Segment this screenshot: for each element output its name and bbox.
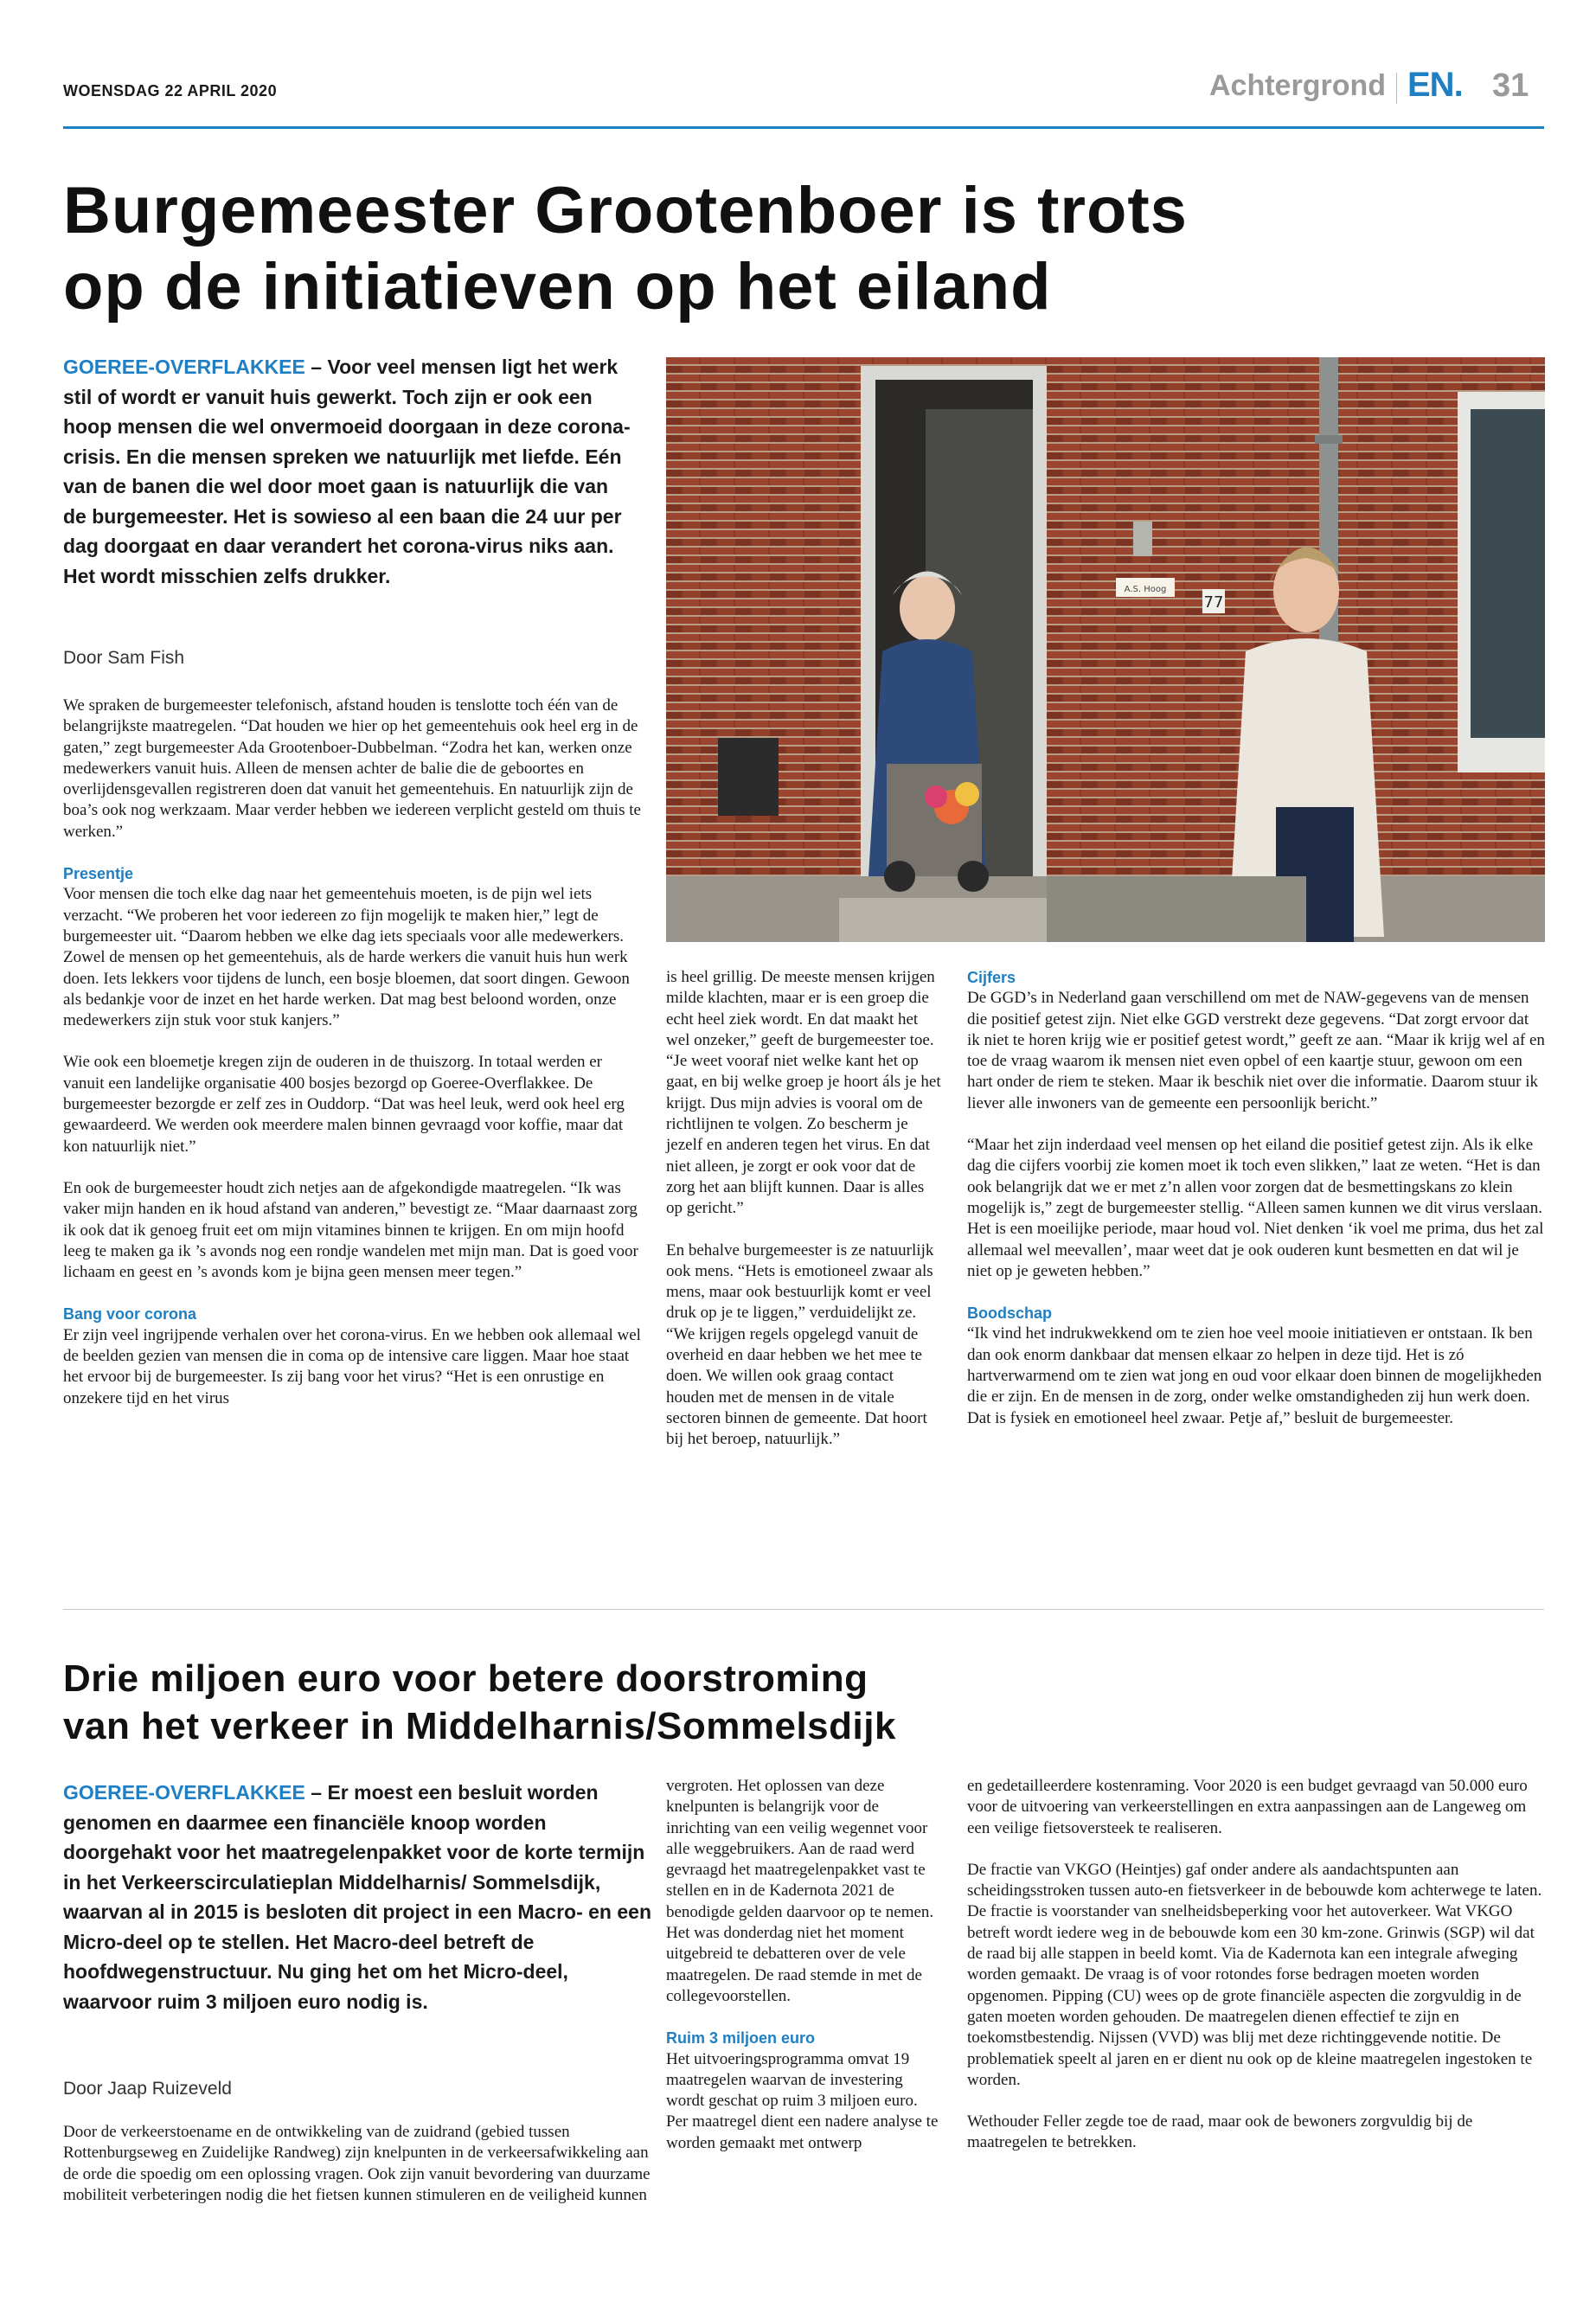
header-rule: [63, 126, 1544, 129]
door-number: 77: [1203, 593, 1224, 612]
paragraph: Het uitvoeringsprogramma omvat 19 maatregelen waarvan de investering wordt geschat op ruim 3 miljoen euro. Per maatregel dient een nadere analyse te worden gemaakt met ontwerp: [666, 2049, 939, 2152]
article1-headline-line2: op de initiatieven op het eiland: [63, 250, 1052, 324]
article1-headline-line1: Burgemeester Grootenboer is trots: [63, 174, 1188, 247]
article1-column-3: [967, 967, 1545, 1450]
paragraph: De GGD’s in Nederland gaan verschillend om met de NAW-gegevens van de mensen die positief getest zijn. Niet elke GGD verstrekt deze gegevens. “Dat zorgt ervoor dat ik niet te horen krijg wie er positief getest wordt,” geeft ze aan. “Maar ik krijg wel af en toe de vraag waarom ik mensen niet even opbel of een kaartje stuur, gewoon om een hart onder de riem te steken. Maar ik beschik niet over die informatie. Daarom stuur ik liever alle inwoners van de gemeente een persoonlijk bericht.”: [967, 989, 1545, 1112]
paragraph: “Maar het zijn inderdaad veel mensen op het eiland die positief getest zijn. Als ik elke dag die cijfers voorbij zie komen moet ik toch even slikken,” laat ze weten. “Het is dan ook belangrijk dat we er met z’n allen voor zorgen dat de besmettingskans zo klein mogelijk is,” zegt de burgemeester stellig. “Alleen samen kunnen we dit virus verslaan. Het is een moeilijke periode, maar houd vol. Niet denken ‘ik voel me prima, dus het zal allemaal wel meevallen’, maar weet dat je ook ouderen kunt besmetten en dat wil je niet op je geweten hebben.”: [967, 1136, 1544, 1280]
article2-headline-line1: Drie miljoen euro voor betere doorstroming: [63, 1657, 869, 1700]
article1-column-1: [63, 695, 641, 1430]
article1-kicker: GOEREE-OVERFLAKKEE: [63, 356, 305, 378]
article2-headline: [63, 1655, 1015, 1750]
paragraph: Voor mensen die toch elke dag naar het gemeentehuis moeten, is de pijn wel iets verzacht. “We proberen het voor iedereen zo fijn mogelijk te maken hier,” legt de burgemeester uit. “Daarom hebben we elke dag iets speciaals voor alle medewerkers. Zowel de mensen op het gemeentehuis, als de harde werkers die vanuit huis hun werk doen. Iets lekkers voor tijdens de lunch, een bosje bloemen, dat soort dingen. Gewoon als bedankje voor de inzet en het harde werken. Dat mag best beloond worden, onze medewerkers zijn stuk voor stuk kanjers.”: [63, 885, 630, 1030]
article1-lead: [63, 352, 634, 591]
subheading-cijfers: Cijfers: [967, 969, 1016, 986]
paragraph: We spraken de burgemeester telefonisch, afstand houden is tenslotte toch één van de belangrijkste maatregelen. “Dat houden we hier op het gemeentehuis ook heel erg in de gaten,” zegt burgemeester Ada Grootenboer-Dubbelman. “Zodra het kan, werken onze medewerkers vanuit huis. Alleen de mensen achter de balie die de geboortes en overlijdensgevallen registreren doen dat vanuit het gemeentehuis. En natuurlijk zijn de boa’s ook nog werkzaam. Maar verder hebben we iedereen verplicht gesteld om thuis te werken.”: [63, 696, 641, 841]
subheading-bang-voor-corona: Bang voor corona: [63, 1305, 197, 1324]
publication-logo: EN.: [1407, 66, 1463, 104]
paragraph: Wie ook een bloemetje kregen zijn de ouderen in de thuiszorg. In totaal werden er vanuit een landelijke organisatie 400 bosjes bezorgd op Goeree-Overflakkee. De burgemeester bezorgde er zelf zes in Ouddorp. “Dat was heel leuk, werd ook heel erg gewaardeerd. We werden ook meerdere malen binnen gevraagd voor koffie, maar dat kon natuurlijk niet.”: [63, 1053, 625, 1156]
article2-byline: Door Jaap Ruizeveld: [63, 2079, 232, 2099]
article1-headline: [63, 173, 1361, 325]
article1-byline: Door Sam Fish: [63, 648, 185, 668]
paragraph: Wethouder Feller zegde toe de raad, maar ook de bewoners zorgvuldig bij de maatregelen te betrekken.: [967, 2112, 1473, 2152]
page-number: 31: [1492, 67, 1529, 104]
paragraph: En behalve burgemeester is ze natuurlijk ook mens. “Hets is emotioneel zwaar als mens, maar ook bestuurlijk komt er veel druk op je te liggen,” verduidelijkt ze. “We krijgen regels opgelegd vanuit de overheid en daar hebben we het mee te doen. We willen ook graag contact houden met de mensen in de vitale sectoren binnen de gemeente. Dat hoort bij het beroep, natuurlijk.”: [666, 1240, 934, 1449]
article2-column-2: [666, 1776, 943, 2175]
paragraph: De fractie van VKGO (Heintjes) gaf onder andere als aandachtspunten aan scheidingsstroken tussen auto-en fietsverkeer in de bebouwde kom achterwege te laten. De fractie is voorstander van snelheidsbeperking voor het autoverkeer. Wat VKGO betreft wordt iedere weg in de bebouwde kom een 30 km-zone. Grinwis (SGP) wil dat de raad bij alle stappen in beeld komt. Via de Kadernota kan een integrale afweging worden gemaakt. De vraag is of voor rotondes forse bedragen moeten worden opgenomen. Pipping (CU) wees op de grote financiële aspecten die zorgvuldig in de gaten moeten worden gehouden. De maatregelen dienen effectief te zijn en toekomstbestendig. Nijssen (VVD) was blij met deze richtinggevende notitie. De problematiek speelt al jaren en er dient nu ook op de kleine maatregelen ingestoken te worden.: [967, 1860, 1542, 2089]
header-separator: [1396, 73, 1397, 104]
paragraph: Er zijn veel ingrijpende verhalen over het corona-virus. En we hebben ook allemaal wel de beelden gezien van mensen die in coma op de intensive care liggen. Maar hoe staat het ervoor bij de burgemeester. Is zij bang voor het virus? “Het is een onrustige en onzekere tijd en het virus: [63, 1325, 641, 1407]
paragraph: “Ik vind het indrukwekkend om te zien hoe veel mooie initiatieven er ontstaan. Ik ben dan ook enorm dankbaar dat mensen elkaar zo helpen in deze tijd. Het is zó hartverwarmend om te zien wat jong en oud voor elkaar doen binnen de mogelijkheden die er zijn. En de mensen in de zorg, onder welke omstandigheden zij hun werk doen. Dat is fysiek en emotioneel heel zwaar. Petje af,” besluit de burgemeester.: [967, 1324, 1542, 1427]
article2-lead: [63, 1778, 651, 2016]
subheading-presentje: Presentje: [63, 865, 134, 883]
article1-lead-text: – Voor veel mensen ligt het werk stil of wordt er vanuit huis gewerkt. Toch zijn er ook een hoop mensen die wel onvermoeid doorgaan in deze corona-crisis. En die mensen spreken we natuurlijk met liefde. Eén van de banen die wel door moet gaan is natuurlijk die van de burgemeester. Het is sowieso al een baan die 24 uur per dag doorgaat en daar verandert het corona-virus niks aan. Het wordt misschien zelfs drukker.: [63, 356, 631, 587]
article2-column-3: [967, 1776, 1545, 2175]
paragraph: vergroten. Het oplossen van deze knelpunten is belangrijk voor de inrichting van een veilig wegennet voor alle weggebruikers. Aan de raad werd gevraagd het maatregelenpakket vast te stellen en in de Kadernota 2021 de benodigde gelden daarvoor op te nemen. Het was donderdag niet het moment uitgebreid te debatteren over de vele maatregelen. De raad stemde in met de collegevoorstellen.: [666, 1777, 934, 2005]
paragraph: Door de verkeerstoename en de ontwikkeling van de zuidrand (gebied tussen Rottenburgseweg en Zuidelijke Randweg) zijn knelpunten in de verkeersafwikkeling aan de orde die spoedig om een oplossing vragen. Ook zijn vanuit bevordering van duurzame mobiliteit verbeteringen nodig die het fietsen kunnen stimuleren en de veiligheid kunnen: [63, 2123, 651, 2204]
issue-date: WOENSDAG 22 APRIL 2020: [63, 82, 278, 99]
name-plate: A.S. Hoog: [1124, 585, 1167, 594]
section-label: Achtergrond: [1209, 69, 1386, 102]
article2-lead-text: – Er moest een besluit worden genomen en daarmee een financiële knoop worden doorgehakt voor het maatregelenpakket voor de korte termijn in het Verkeerscirculatieplan Middelharnis/ Sommelsdijk, waarvan al in 2015 is besloten dit project in een Macro- en een Micro-deel op te stellen. Het Macro-deel betreft de hoofdwegenstructuur. Nu ging het om het Micro-deel, waarvoor ruim 3 miljoen euro nodig is.: [63, 1781, 652, 2013]
subheading-ruim-3-miljoen-euro: Ruim 3 miljoen euro: [666, 2029, 816, 2048]
paragraph: en gedetailleerdere kostenraming. Voor 2020 is een budget gevraagd van 50.000 euro voor de uitvoering van verkeerstellingen en extra aanpassingen aan de Langeweg om een veilige fietsoversteek te realiseren.: [967, 1777, 1528, 1837]
article2-column-1: [63, 2122, 651, 2227]
article1-column-2: [666, 967, 943, 1471]
paragraph: En ook de burgemeester houdt zich netjes aan de afgekondigde maatregelen. “Ik was vaker mijn handen en ik houd afstand van anderen,” bevestigt ze. “Maar daarnaast zorg ik ook dat ik genoeg fruit eet om mijn vitamines binnen te krijgen. En om mijn hoofd leeg te maken ga ik ’s avonds nog een rondje wandelen met mijn man. Dat is goed voor lichaam en geest en ’s avonds kom je bijna geen mensen meer tegen.”: [63, 1178, 638, 1282]
article-divider: [63, 1609, 1544, 1610]
article2-kicker: GOEREE-OVERFLAKKEE: [63, 1781, 305, 1804]
subheading-boodschap: Boodschap: [967, 1304, 1053, 1323]
article2-headline-line2: van het verkeer in Middelharnis/Sommelsdijk: [63, 1705, 896, 1747]
paragraph: is heel grillig. De meeste mensen krijgen milde klachten, maar er is een groep die echt heel ziek wordt. En dat maakt het wel onzeker,” geeft de burgemeester toe. “Je weet vooraf niet welke kant het op gaat, en bij welke groep je hoort áls je het krijgt. Dus mijn advies is vooral om de richtlijnen te volgen. Zo bescherm je jezelf en anderen tegen het virus. En dat niet alleen, je zorgt er ook voor dat de zorg het aan blijft kunnen. Daar is alles op gericht.”: [666, 968, 941, 1218]
article-photo: [666, 357, 1545, 942]
